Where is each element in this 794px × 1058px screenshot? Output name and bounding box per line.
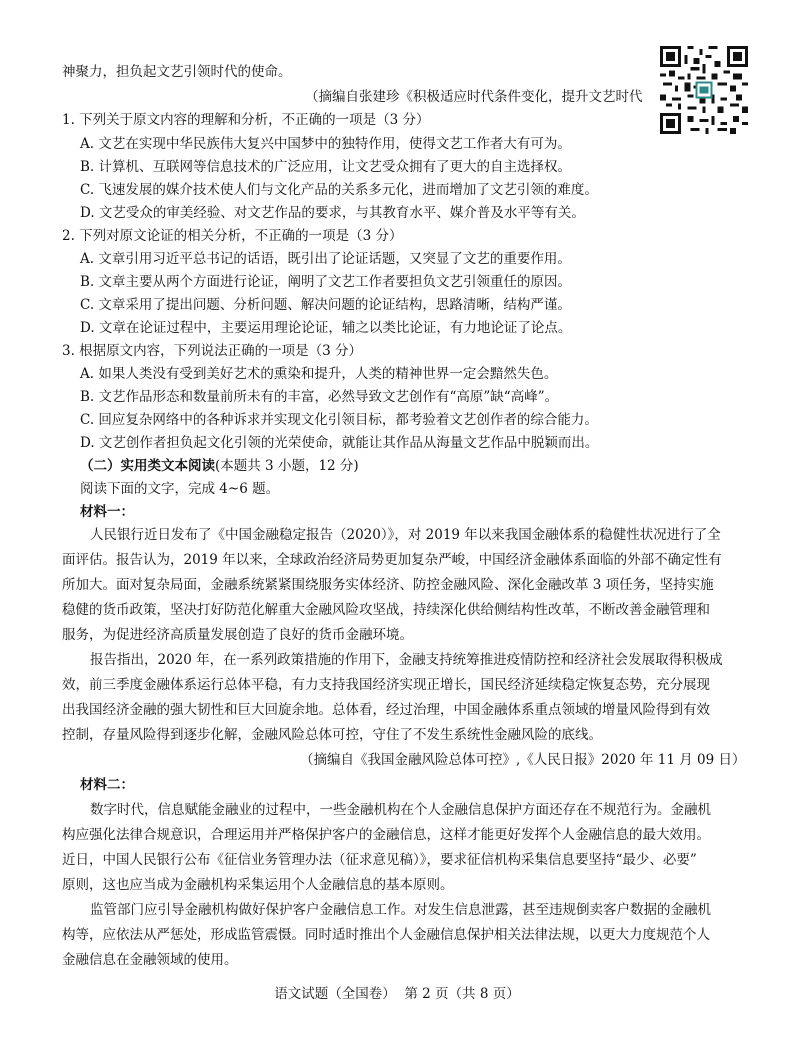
question-1-option-b: B. 计算机、互联网等信息技术的广泛应用，让文艺受众拥有了更大的自主选择权。 xyxy=(80,159,572,175)
material-1-line: 面评估。报告认为，2019 年以来，全球政治经济局势更加复杂严峻，中国经济金融体系面临的外部不确定性有 xyxy=(62,552,722,568)
source-citation: （摘编自张建珍《积极适应时代条件变化，提升文艺时代 xyxy=(305,89,643,105)
question-3-option-a: A. 如果人类没有受到美好艺术的熏染和提升，人类的精神世界一定会黯然失色。 xyxy=(80,366,558,382)
material-2-line: 金融信息在金融领域的使用。 xyxy=(62,952,238,968)
question-3-option-b: B. 文艺作品形态和数量前所未有的丰富，必然导致文艺创作有“高原”缺“高峰”。 xyxy=(80,389,559,405)
question-1-option-c: C. 飞速发展的媒介技术使人们与文化产品的关系多元化，进而增加了文艺引领的难度。 xyxy=(80,182,598,198)
header-line: 神聚力，担负起文艺引领时代的使命。 xyxy=(62,64,292,80)
question-2-option-c: C. 文章采用了提出问题、分析问题、解决问题的论证结构，思路清晰，结构严谨。 xyxy=(80,297,571,313)
material-1-line: 稳健的货币政策，坚决打好防范化解重大金融风险攻坚战，持续深化供给侧结构性改革，不断改善金融管理和 xyxy=(62,602,710,618)
material-2-label: 材料二： xyxy=(80,777,134,793)
material-1-line: 所加大。面对复杂局面，金融系统紧紧围绕服务实体经济、防控金融风险、深化金融改革 3 项任务，坚持实施 xyxy=(62,577,714,593)
section-heading-note: (本题共 3 小题，12 分) xyxy=(215,458,359,474)
material-1-line: 控制，存量风险得到逐步化解，金融风险总体可控，守住了不发生系统性金融风险的底线。 xyxy=(62,727,602,743)
question-2-option-a: A. 文章引用习近平总书记的话语，既引出了论证话题，又突显了文艺的重要作用。 xyxy=(80,251,571,267)
material-1-line: 出我国经济金融的强大韧性和巨大回旋余地。总体看，经过治理，中国金融体系重点领域的增量风险得到有效 xyxy=(62,702,710,718)
material-2-line: 构等，应依法从严惩处，形成监管震慑。同时适时推出个人金融信息保护相关法律法规，以更大力度规范个人 xyxy=(62,927,710,943)
question-3-stem: 3. 根据原文内容，下列说法正确的一项是（3 分） xyxy=(62,343,363,359)
question-1-option-d: D. 文艺受众的审美经验、对文艺作品的要求，与其教育水平、媒介普及水平等有关。 xyxy=(80,205,585,221)
material-2-line: 构应强化法律合规意识，合理运用并严格保护客户的金融信息，这样才能更好发挥个人金融信息的最大效用。 xyxy=(62,827,710,843)
question-2-option-b: B. 文章主要从两个方面进行论证，阐明了文艺工作者要担负文艺引领重任的原因。 xyxy=(80,274,572,290)
material-2-line: 原则，这也应当成为金融机构采集运用个人金融信息的基本原则。 xyxy=(62,877,454,893)
question-3-option-d: D. 文艺创作者担负起文化引领的光荣使命，就能让其作品从海量文艺作品中脱颖而出。 xyxy=(80,435,599,451)
material-1-label: 材料一： xyxy=(80,504,134,520)
material-1-line: 效，前三季度金融体系运行总体平稳，有力支持我国经济实现正增长，国民经济延续稳定恢复态势，充分展现 xyxy=(62,677,710,693)
material-1-line: 服务，为促进经济高质量发展创造了良好的货币金融环境。 xyxy=(62,627,413,643)
footer-subject: 语文试题（全国卷） xyxy=(274,986,396,1002)
material-2-line: 数字时代，信息赋能金融业的过程中，一些金融机构在个人金融信息保护方面还存在不规范行为。金融机 xyxy=(90,802,711,818)
question-2-stem: 2. 下列对原文论证的相关分析，不正确的一项是（3 分） xyxy=(62,228,403,244)
section-heading xyxy=(80,457,359,475)
section-instruction: 阅读下面的文字，完成 4~6 题。 xyxy=(80,481,280,497)
question-3-option-c: C. 回应复杂网络中的各种诉求并实现文化引领目标，都考验着文艺创作者的综合能力。 xyxy=(80,412,598,428)
page-footer xyxy=(0,985,794,1003)
material-1-line: 人民银行近日发布了《中国金融稳定报告（2020）》，对 2019 年以来我国金融体系的稳健性状况进行了全 xyxy=(90,527,721,543)
section-heading-title: （二）实用类文本阅读 xyxy=(80,458,215,474)
qr-code-icon xyxy=(660,46,748,134)
question-1-option-a: A. 文艺在实现中华民族伟大复兴中国梦中的独特作用，使得文艺工作者大有可为。 xyxy=(80,136,571,152)
material-2-line: 近日，中国人民银行公布《征信业务管理办法（征求意见稿）》，要求征信机构采集信息要坚持“最少、必要” xyxy=(62,852,697,868)
footer-page-number: 第 2 页（共 8 页） xyxy=(404,986,520,1002)
question-1-stem: 1. 下列关于原文内容的理解和分析，不正确的一项是（3 分） xyxy=(62,112,430,128)
question-2-option-d: D. 文章在论证过程中，主要运用理论论证，辅之以类比论证，有力地论证了论点。 xyxy=(80,320,572,336)
material-1-source: （摘编自《我国金融风险总体可控》,《人民日报》2020 年 11 月 09 日） xyxy=(300,752,746,768)
material-2-line: 监管部门应引导金融机构做好保护客户金融信息工作。对发生信息泄露，甚至违规倒卖客户数据的金融机 xyxy=(90,902,711,918)
material-1-line: 报告指出，2020 年，在一系列政策措施的作用下，金融支持统筹推进疫情防控和经济社会发展取得积极成 xyxy=(90,652,723,668)
